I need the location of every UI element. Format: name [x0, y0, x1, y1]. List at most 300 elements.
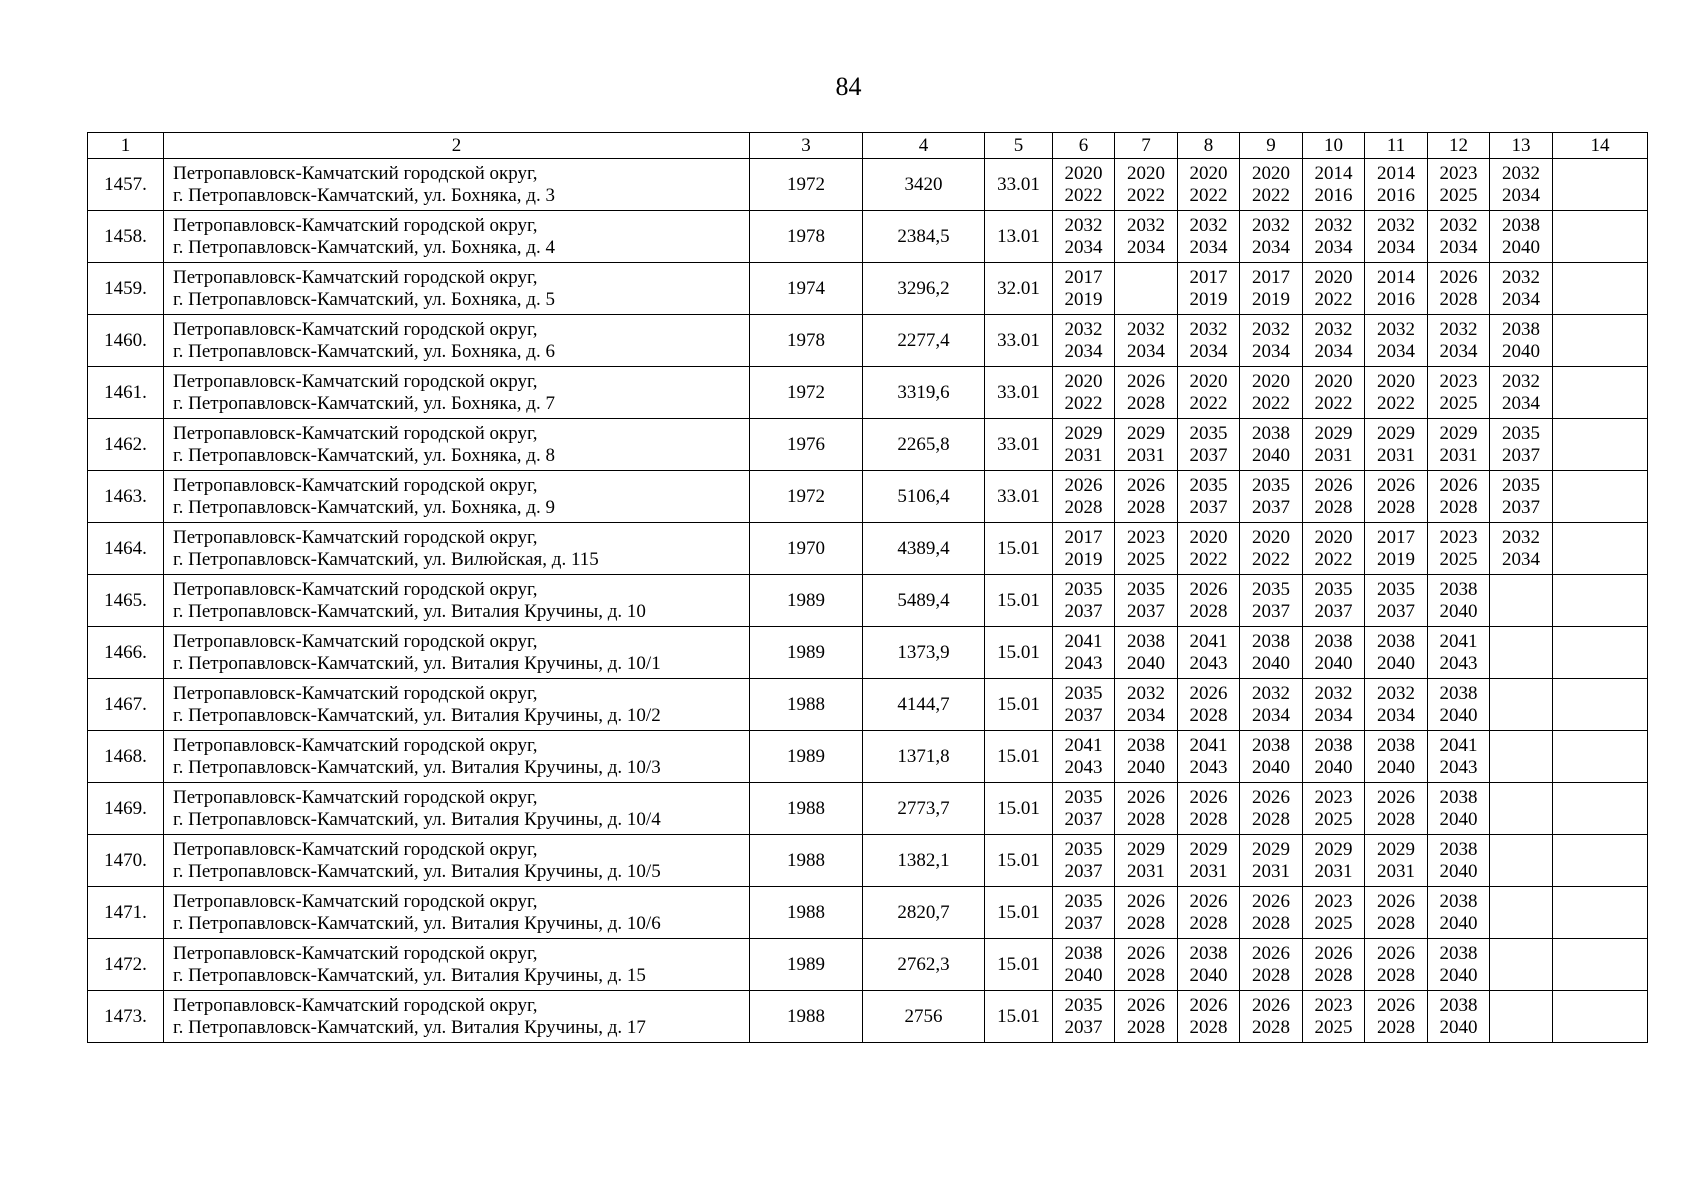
row-number-cell: 1465.: [88, 575, 164, 627]
period-cell: [1365, 575, 1428, 627]
table-row: [88, 575, 1648, 627]
code-cell: 15.01: [985, 783, 1053, 835]
street-address-line: г. Петропавловск-Камчатский, ул. Бохняка, д. 9: [173, 496, 555, 518]
period-cell: [1178, 731, 1240, 783]
period-cell: [1115, 939, 1178, 991]
address-cell: [164, 523, 750, 575]
period-end-year: 2022: [1189, 392, 1228, 414]
period-start-year: 2038: [1252, 734, 1290, 756]
area-cell: 1371,8: [863, 731, 985, 783]
period-cell: [1303, 627, 1365, 679]
table-row: [88, 315, 1648, 367]
table-row: [88, 523, 1648, 575]
table-row: [88, 887, 1648, 939]
notes-cell: [1553, 991, 1648, 1043]
period-start-year: 2026: [1439, 474, 1478, 496]
period-cell: [1053, 315, 1115, 367]
code-cell: 15.01: [985, 731, 1053, 783]
period-start-year: 2026: [1189, 994, 1228, 1016]
period-start-year: 2023: [1127, 526, 1165, 548]
period-end-year: 2034: [1502, 548, 1540, 570]
period-start-year: 2017: [1189, 266, 1228, 288]
area-cell: 5489,4: [863, 575, 985, 627]
period-cell: [1490, 471, 1553, 523]
period-cell: [1053, 731, 1115, 783]
period-cell: [1053, 471, 1115, 523]
period-cell: [1303, 575, 1365, 627]
period-end-year: 2034: [1314, 340, 1353, 362]
district-line: Петропавловск-Камчатский городской округ,: [173, 994, 538, 1016]
period-cell: [1178, 211, 1240, 263]
period-end-year: 2037: [1502, 444, 1540, 466]
area-cell: 4144,7: [863, 679, 985, 731]
period-cell: [1115, 991, 1178, 1043]
period-end-year: 2025: [1314, 808, 1353, 830]
period-end-year: 2028: [1189, 912, 1228, 934]
period-start-year: 2032: [1314, 214, 1353, 236]
period-cell: [1490, 419, 1553, 471]
period-cell: [1490, 263, 1553, 315]
period-start-year: 2035: [1064, 578, 1103, 600]
period-start-year: 2020: [1252, 526, 1290, 548]
column-header-6: 6: [1053, 133, 1115, 159]
period-start-year: 2029: [1377, 838, 1415, 860]
housing-register-table: [87, 132, 1648, 1043]
period-start-year: 2026: [1377, 942, 1415, 964]
period-cell: [1115, 679, 1178, 731]
address-cell: [164, 471, 750, 523]
build-year-cell: 1988: [750, 679, 863, 731]
period-end-year: 2028: [1439, 288, 1478, 310]
period-start-year: 2041: [1064, 734, 1103, 756]
district-line: Петропавловск-Камчатский городской округ,: [173, 474, 538, 496]
row-number-cell: 1462.: [88, 419, 164, 471]
period-end-year: 2043: [1189, 756, 1228, 778]
period-start-year: 2029: [1127, 422, 1165, 444]
period-cell: [1240, 575, 1303, 627]
period-cell: [1115, 315, 1178, 367]
period-start-year: 2032: [1189, 318, 1228, 340]
period-cell: [1365, 367, 1428, 419]
period-end-year: 2034: [1377, 704, 1415, 726]
period-cell: [1490, 679, 1553, 731]
period-cell: [1178, 575, 1240, 627]
period-cell: [1303, 783, 1365, 835]
period-start-year: 2029: [1064, 422, 1103, 444]
period-cell: [1115, 783, 1178, 835]
period-cell: [1053, 835, 1115, 887]
period-start-year: 2038: [1439, 786, 1478, 808]
column-header-11: 11: [1365, 133, 1428, 159]
period-start-year: 2032: [1064, 214, 1103, 236]
period-cell: [1240, 315, 1303, 367]
period-cell: [1240, 835, 1303, 887]
period-end-year: 2031: [1189, 860, 1228, 882]
period-end-year: 2022: [1314, 288, 1353, 310]
period-start-year: 2038: [1439, 578, 1478, 600]
period-start-year: 2026: [1314, 942, 1353, 964]
notes-cell: [1553, 627, 1648, 679]
period-start-year: 2038: [1439, 838, 1478, 860]
period-cell: [1490, 575, 1553, 627]
notes-cell: [1553, 887, 1648, 939]
period-end-year: 2040: [1252, 444, 1290, 466]
period-cell: [1303, 939, 1365, 991]
period-start-year: 2020: [1189, 370, 1228, 392]
period-end-year: 2040: [1439, 808, 1478, 830]
period-cell: [1115, 731, 1178, 783]
period-end-year: 2031: [1439, 444, 1478, 466]
period-end-year: 2022: [1252, 548, 1290, 570]
period-end-year: 2022: [1377, 392, 1415, 414]
area-cell: 2384,5: [863, 211, 985, 263]
street-address-line: г. Петропавловск-Камчатский, ул. Бохняка, д. 6: [173, 340, 555, 362]
period-end-year: 2034: [1252, 236, 1290, 258]
period-cell: [1428, 315, 1490, 367]
period-start-year: 2035: [1502, 422, 1540, 444]
period-cell: [1178, 939, 1240, 991]
period-end-year: 2043: [1189, 652, 1228, 674]
period-start-year: 2035: [1189, 422, 1228, 444]
period-cell: [1490, 159, 1553, 211]
period-end-year: 2025: [1314, 912, 1353, 934]
period-cell: [1365, 315, 1428, 367]
period-start-year: 2026: [1252, 994, 1290, 1016]
notes-cell: [1553, 211, 1648, 263]
row-number-cell: 1459.: [88, 263, 164, 315]
period-start-year: 2020: [1064, 370, 1103, 392]
code-cell: 15.01: [985, 679, 1053, 731]
period-end-year: 2040: [1252, 756, 1290, 778]
period-end-year: 2025: [1439, 184, 1478, 206]
period-start-year: 2032: [1377, 214, 1415, 236]
period-cell: [1490, 523, 1553, 575]
street-address-line: г. Петропавловск-Камчатский, ул. Виталия Кручины, д. 17: [173, 1016, 646, 1038]
notes-cell: [1553, 523, 1648, 575]
period-start-year: 2026: [1377, 890, 1415, 912]
period-start-year: 2032: [1314, 682, 1353, 704]
period-start-year: 2026: [1439, 266, 1478, 288]
period-end-year: 2025: [1439, 392, 1478, 414]
period-start-year: 2035: [1252, 474, 1290, 496]
period-start-year: 2023: [1314, 994, 1353, 1016]
table-row: [88, 367, 1648, 419]
period-end-year: 2034: [1127, 340, 1165, 362]
period-end-year: 2031: [1064, 444, 1103, 466]
code-cell: 33.01: [985, 471, 1053, 523]
period-end-year: 2028: [1127, 964, 1165, 986]
page-number: 84: [835, 72, 862, 101]
period-end-year: 2031: [1252, 860, 1290, 882]
column-number-header-row: [88, 133, 1648, 159]
street-address-line: г. Петропавловск-Камчатский, ул. Виталия Кручины, д. 10/1: [173, 652, 661, 674]
area-cell: 2773,7: [863, 783, 985, 835]
period-end-year: 2022: [1189, 548, 1228, 570]
district-line: Петропавловск-Камчатский городской округ,: [173, 370, 538, 392]
code-cell: 15.01: [985, 835, 1053, 887]
period-end-year: 2040: [1189, 964, 1228, 986]
district-line: Петропавловск-Камчатский городской округ,: [173, 266, 538, 288]
period-end-year: 2022: [1252, 392, 1290, 414]
street-address-line: г. Петропавловск-Камчатский, ул. Виталия Кручины, д. 10/2: [173, 704, 661, 726]
period-end-year: 2034: [1439, 340, 1478, 362]
period-end-year: 2040: [1439, 912, 1478, 934]
build-year-cell: 1989: [750, 575, 863, 627]
period-cell: [1428, 835, 1490, 887]
street-address-line: г. Петропавловск-Камчатский, ул. Виталия Кручины, д. 15: [173, 964, 646, 986]
period-start-year: 2038: [1439, 994, 1478, 1016]
period-end-year: 2022: [1252, 184, 1290, 206]
code-cell: 15.01: [985, 627, 1053, 679]
period-start-year: 2032: [1377, 318, 1415, 340]
period-end-year: 2022: [1127, 184, 1165, 206]
row-number-cell: 1466.: [88, 627, 164, 679]
column-header-2: 2: [164, 133, 750, 159]
period-start-year: 2035: [1064, 890, 1103, 912]
period-cell: [1053, 263, 1115, 315]
period-start-year: 2026: [1377, 994, 1415, 1016]
period-start-year: 2017: [1377, 526, 1415, 548]
period-start-year: 2017: [1252, 266, 1290, 288]
period-cell: [1053, 991, 1115, 1043]
build-year-cell: 1972: [750, 159, 863, 211]
period-cell: [1428, 679, 1490, 731]
code-cell: 15.01: [985, 575, 1053, 627]
build-year-cell: 1988: [750, 887, 863, 939]
period-cell: [1303, 731, 1365, 783]
period-start-year: 2041: [1189, 630, 1228, 652]
period-cell: [1178, 627, 1240, 679]
period-start-year: 2023: [1439, 370, 1478, 392]
period-end-year: 2019: [1252, 288, 1290, 310]
build-year-cell: 1972: [750, 367, 863, 419]
build-year-cell: 1989: [750, 627, 863, 679]
period-end-year: 2040: [1439, 704, 1478, 726]
area-cell: 1382,1: [863, 835, 985, 887]
period-start-year: 2029: [1377, 422, 1415, 444]
period-end-year: 2037: [1252, 496, 1290, 518]
period-cell: [1428, 731, 1490, 783]
district-line: Петропавловск-Камчатский городской округ,: [173, 214, 538, 236]
period-cell: [1053, 159, 1115, 211]
build-year-cell: 1978: [750, 211, 863, 263]
period-start-year: 2026: [1127, 890, 1165, 912]
address-cell: [164, 315, 750, 367]
period-end-year: 2028: [1189, 1016, 1228, 1038]
period-start-year: 2026: [1127, 994, 1165, 1016]
column-header-10: 10: [1303, 133, 1365, 159]
district-line: Петропавловск-Камчатский городской округ,: [173, 786, 538, 808]
period-start-year: 2035: [1502, 474, 1540, 496]
notes-cell: [1553, 731, 1648, 783]
period-cell: [1053, 939, 1115, 991]
notes-cell: [1553, 575, 1648, 627]
table-row: [88, 991, 1648, 1043]
period-end-year: 2040: [1127, 756, 1165, 778]
period-end-year: 2025: [1439, 548, 1478, 570]
period-end-year: 2028: [1377, 964, 1415, 986]
period-end-year: 2028: [1127, 392, 1165, 414]
period-cell: [1178, 471, 1240, 523]
period-cell: [1303, 835, 1365, 887]
period-start-year: 2035: [1314, 578, 1353, 600]
period-cell: [1490, 211, 1553, 263]
period-cell: [1365, 731, 1428, 783]
period-cell: [1365, 627, 1428, 679]
period-cell: [1178, 835, 1240, 887]
period-end-year: 2031: [1377, 860, 1415, 882]
period-start-year: 2035: [1064, 786, 1103, 808]
period-start-year: 2035: [1127, 578, 1165, 600]
table-row: [88, 419, 1648, 471]
code-cell: 33.01: [985, 419, 1053, 471]
period-cell: [1178, 367, 1240, 419]
area-cell: 2277,4: [863, 315, 985, 367]
row-number-cell: 1458.: [88, 211, 164, 263]
period-cell: [1490, 783, 1553, 835]
period-end-year: 2034: [1064, 340, 1103, 362]
period-start-year: 2041: [1439, 734, 1478, 756]
period-start-year: 2020: [1252, 370, 1290, 392]
code-cell: 15.01: [985, 887, 1053, 939]
period-end-year: 2043: [1439, 756, 1478, 778]
row-number-cell: 1463.: [88, 471, 164, 523]
period-start-year: 2026: [1189, 682, 1228, 704]
period-start-year: 2038: [1377, 630, 1415, 652]
table-row: [88, 211, 1648, 263]
period-end-year: 2037: [1064, 912, 1103, 934]
code-cell: 33.01: [985, 315, 1053, 367]
period-cell: [1428, 627, 1490, 679]
period-end-year: 2037: [1064, 1016, 1103, 1038]
period-cell: [1428, 263, 1490, 315]
period-start-year: 2032: [1439, 318, 1478, 340]
build-year-cell: 1988: [750, 783, 863, 835]
period-end-year: 2019: [1189, 288, 1228, 310]
period-start-year: 2032: [1252, 214, 1290, 236]
period-cell: [1240, 367, 1303, 419]
period-cell: [1490, 939, 1553, 991]
area-cell: 2756: [863, 991, 985, 1043]
code-cell: 33.01: [985, 367, 1053, 419]
period-cell: [1303, 471, 1365, 523]
address-cell: [164, 575, 750, 627]
period-cell: [1178, 887, 1240, 939]
column-header-8: 8: [1178, 133, 1240, 159]
period-end-year: 2019: [1064, 288, 1103, 310]
build-year-cell: 1976: [750, 419, 863, 471]
address-cell: [164, 887, 750, 939]
period-cell: [1115, 523, 1178, 575]
period-cell: [1365, 835, 1428, 887]
period-start-year: 2020: [1314, 526, 1353, 548]
district-line: Петропавловск-Камчатский городской округ,: [173, 578, 538, 600]
period-end-year: 2037: [1064, 704, 1103, 726]
table-row: [88, 783, 1648, 835]
period-cell: [1115, 471, 1178, 523]
period-cell: [1240, 627, 1303, 679]
period-end-year: 2034: [1314, 236, 1353, 258]
period-end-year: 2031: [1127, 860, 1165, 882]
period-end-year: 2040: [1439, 860, 1478, 882]
code-cell: 15.01: [985, 991, 1053, 1043]
period-cell: [1428, 211, 1490, 263]
period-cell: [1178, 991, 1240, 1043]
period-start-year: 2029: [1439, 422, 1478, 444]
district-line: Петропавловск-Камчатский городской округ,: [173, 682, 538, 704]
notes-cell: [1553, 939, 1648, 991]
area-cell: 3420: [863, 159, 985, 211]
period-cell: [1428, 783, 1490, 835]
code-cell: 33.01: [985, 159, 1053, 211]
build-year-cell: 1978: [750, 315, 863, 367]
period-cell: [1365, 211, 1428, 263]
period-cell: [1053, 419, 1115, 471]
period-end-year: 2037: [1127, 600, 1165, 622]
row-number-cell: 1473.: [88, 991, 164, 1043]
period-cell: [1303, 887, 1365, 939]
row-number-cell: 1457.: [88, 159, 164, 211]
period-cell: [1240, 679, 1303, 731]
period-cell: [1428, 523, 1490, 575]
street-address-line: г. Петропавловск-Камчатский, ул. Виталия Кручины, д. 10/5: [173, 860, 661, 882]
build-year-cell: 1988: [750, 835, 863, 887]
period-start-year: 2038: [1127, 630, 1165, 652]
period-end-year: 2022: [1064, 392, 1103, 414]
period-cell: [1365, 939, 1428, 991]
period-end-year: 2025: [1127, 548, 1165, 570]
period-cell: [1428, 575, 1490, 627]
period-end-year: 2022: [1189, 184, 1228, 206]
period-cell: [1240, 731, 1303, 783]
period-end-year: 2043: [1064, 756, 1103, 778]
period-cell: [1053, 887, 1115, 939]
address-cell: [164, 835, 750, 887]
period-start-year: 2026: [1064, 474, 1103, 496]
address-cell: [164, 991, 750, 1043]
period-start-year: 2038: [1314, 734, 1353, 756]
period-start-year: 2020: [1189, 526, 1228, 548]
notes-cell: [1553, 783, 1648, 835]
area-cell: 5106,4: [863, 471, 985, 523]
period-cell: [1178, 159, 1240, 211]
period-end-year: 2022: [1064, 184, 1103, 206]
period-end-year: 2028: [1252, 808, 1290, 830]
notes-cell: [1553, 679, 1648, 731]
period-end-year: 2034: [1314, 704, 1353, 726]
period-cell: [1115, 211, 1178, 263]
row-number-cell: 1472.: [88, 939, 164, 991]
street-address-line: г. Петропавловск-Камчатский, ул. Виталия Кручины, д. 10: [173, 600, 646, 622]
district-line: Петропавловск-Камчатский городской округ,: [173, 526, 538, 548]
row-number-cell: 1469.: [88, 783, 164, 835]
column-header-5: 5: [985, 133, 1053, 159]
period-cell: [1365, 679, 1428, 731]
period-end-year: 2040: [1439, 600, 1478, 622]
period-start-year: 2032: [1314, 318, 1353, 340]
address-cell: [164, 731, 750, 783]
period-start-year: 2032: [1439, 214, 1478, 236]
district-line: Петропавловск-Камчатский городской округ,: [173, 734, 538, 756]
period-start-year: 2038: [1439, 682, 1478, 704]
period-end-year: 2037: [1064, 600, 1103, 622]
area-cell: 3319,6: [863, 367, 985, 419]
notes-cell: [1553, 419, 1648, 471]
period-start-year: 2029: [1127, 838, 1165, 860]
period-end-year: 2040: [1377, 756, 1415, 778]
period-start-year: 2032: [1377, 682, 1415, 704]
column-header-12: 12: [1428, 133, 1490, 159]
